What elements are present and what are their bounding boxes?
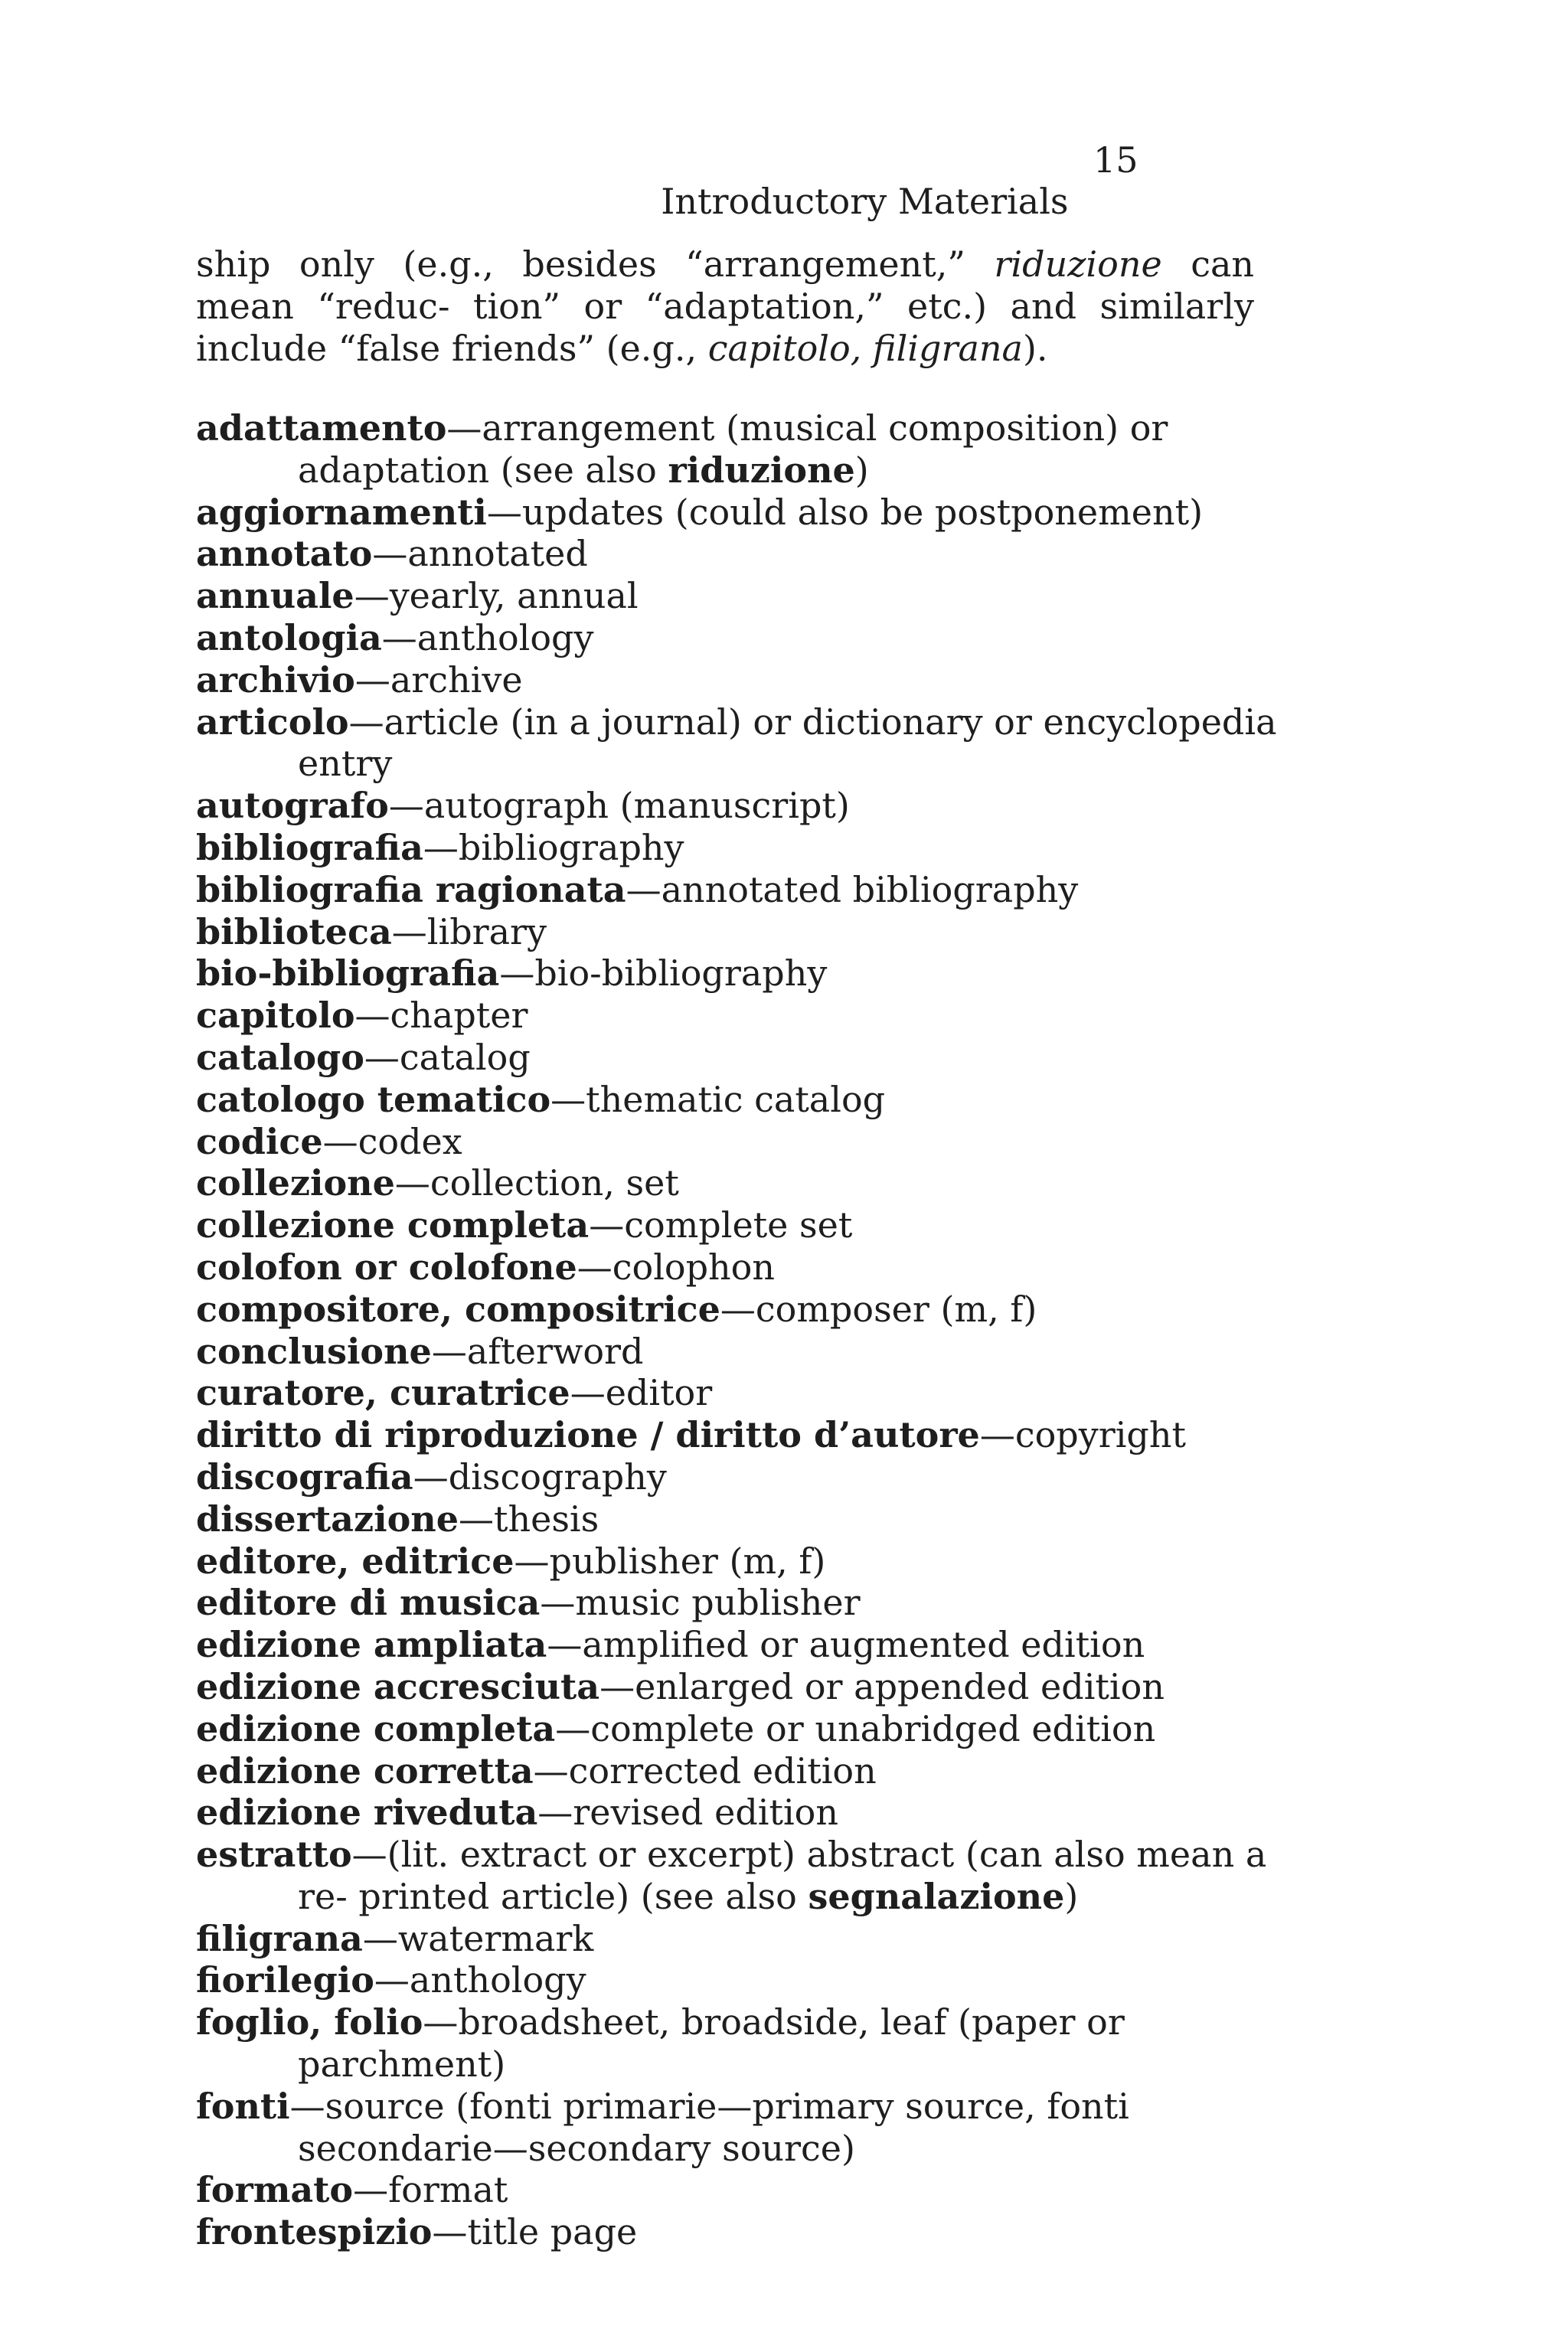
glossary-entry — [196, 701, 1283, 786]
glossary-entry — [196, 1834, 1283, 1918]
glossary-entry — [196, 1582, 1283, 1624]
glossary-term: edizione corretta — [196, 1749, 534, 1792]
glossary-term: biblioteca — [196, 910, 392, 952]
glossary-entry — [196, 869, 1283, 911]
glossary-definition: —enlarged or appended edition — [599, 1665, 1165, 1707]
glossary-definition: —yearly, annual — [354, 575, 639, 617]
glossary-definition: —collection, set — [394, 1162, 679, 1204]
glossary-term: adattamento — [196, 407, 447, 449]
glossary-entry — [196, 1246, 1283, 1289]
glossary-list — [196, 407, 1283, 2253]
glossary-term: collezione completa — [196, 1204, 590, 1246]
glossary-definition: —thematic catalog — [550, 1078, 886, 1120]
glossary-definition: —annotated — [372, 533, 588, 575]
glossary-term: formato — [196, 2169, 354, 2211]
glossary-definition: —anthology — [381, 616, 594, 658]
glossary-entry — [196, 1372, 1283, 1414]
glossary-entry — [196, 1204, 1283, 1246]
glossary-definition: —music publisher — [540, 1582, 861, 1624]
glossary-term: foglio, folio — [196, 2001, 423, 2043]
glossary-term: compositore, compositrice — [196, 1288, 720, 1330]
glossary-term: editore, editrice — [196, 1540, 514, 1582]
glossary-term: annotato — [196, 533, 373, 575]
glossary-definition: —catalog — [364, 1036, 531, 1078]
running-header-title: Introductory Materials — [661, 181, 1069, 222]
glossary-entry — [196, 2169, 1283, 2211]
intro-italic-term: riduzione — [994, 243, 1162, 285]
glossary-definition: —corrected edition — [533, 1749, 877, 1792]
glossary-entry — [196, 2086, 1283, 2170]
glossary-definition: —autograph (manuscript) — [388, 785, 850, 827]
glossary-definition: —complete set — [589, 1204, 853, 1246]
glossary-term: annuale — [196, 575, 354, 617]
glossary-entry — [196, 1792, 1283, 1834]
glossary-entry — [196, 1121, 1283, 1163]
intro-text: can mean “reduc- tion” or “adaptation,” etc.) and similarly include “false friends” (e.g., — [196, 243, 1255, 369]
glossary-term: catalogo — [196, 1036, 364, 1078]
glossary-term: bibliografia ragionata — [196, 868, 626, 910]
glossary-term: edizione accresciuta — [196, 1665, 600, 1707]
glossary-term: edizione riveduta — [196, 1792, 538, 1834]
glossary-entry — [196, 617, 1283, 659]
glossary-entry — [196, 2001, 1283, 2086]
glossary-term: colofon or colofone — [196, 1246, 577, 1288]
glossary-definition: —(lit. extract or excerpt) abstract (can also mean a re- printed article) (see also — [298, 1834, 1267, 1917]
intro-text: ). — [1022, 328, 1048, 369]
glossary-definition: —broadsheet, broadside, leaf (paper or parchment) — [298, 2001, 1125, 2086]
glossary-entry — [196, 1414, 1283, 1456]
glossary-term: fiorilegio — [196, 1959, 374, 2001]
glossary-definition: —afterword — [431, 1330, 644, 1372]
glossary-term: archivio — [196, 658, 355, 701]
glossary-entry — [196, 827, 1283, 869]
glossary-term: articolo — [196, 701, 349, 743]
glossary-entry — [196, 492, 1283, 534]
glossary-term: aggiornamenti — [196, 491, 487, 533]
glossary-definition: —archive — [354, 658, 523, 701]
glossary-definition: —codex — [322, 1120, 462, 1162]
intro-paragraph — [196, 243, 1254, 370]
glossary-term: diritto di riproduzione / diritto d’autore — [196, 1414, 980, 1456]
glossary-entry — [196, 1708, 1283, 1750]
glossary-term: collezione — [196, 1162, 395, 1204]
glossary-definition: —source (fonti primarie—primary source, fonti secondarie—secondary source) — [289, 2085, 1129, 2169]
glossary-definition-end: ) — [854, 449, 869, 491]
glossary-definition: —bibliography — [423, 826, 684, 868]
glossary-entry — [196, 952, 1283, 995]
glossary-definition: —arrangement (musical composition) or adaptation (see also — [298, 407, 1168, 491]
glossary-definition: —colophon — [577, 1246, 775, 1288]
glossary-term: edizione ampliata — [196, 1624, 547, 1666]
glossary-definition: —anthology — [374, 1959, 586, 2001]
glossary-definition: —chapter — [354, 995, 528, 1037]
glossary-term: edizione completa — [196, 1707, 556, 1749]
glossary-term: fonti — [196, 2085, 290, 2127]
cross-reference: segnalazione — [808, 1875, 1065, 1917]
glossary-definition-end: ) — [1064, 1875, 1079, 1917]
glossary-term: frontespizio — [196, 2211, 433, 2253]
glossary-definition: —discography — [413, 1455, 667, 1498]
glossary-entry — [196, 575, 1283, 617]
glossary-term: discografia — [196, 1455, 413, 1498]
glossary-entry — [196, 1666, 1283, 1708]
glossary-definition: —composer (m, f) — [720, 1288, 1037, 1330]
glossary-entry — [196, 1037, 1283, 1079]
intro-text: ship only (e.g., besides “arrangement,” — [196, 243, 995, 285]
glossary-entry — [196, 911, 1283, 953]
glossary-term: catologo tematico — [196, 1078, 551, 1120]
glossary-entry — [196, 407, 1283, 492]
glossary-entry — [196, 1079, 1283, 1121]
glossary-entry — [196, 533, 1283, 575]
glossary-entry — [196, 1750, 1283, 1792]
glossary-term: curatore, curatrice — [196, 1372, 570, 1414]
glossary-entry — [196, 785, 1283, 827]
cross-reference: riduzione — [668, 449, 855, 491]
glossary-term: dissertazione — [196, 1498, 459, 1540]
glossary-term: bio-bibliografia — [196, 952, 500, 995]
glossary-definition: —editor — [570, 1372, 713, 1414]
glossary-definition: —format — [353, 2169, 508, 2211]
intro-italic-examples: capitolo, filigrana — [707, 328, 1023, 369]
glossary-entry — [196, 1624, 1283, 1666]
glossary-definition: —complete or unabridged edition — [555, 1707, 1156, 1749]
glossary-definition: —watermark — [362, 1917, 594, 1959]
glossary-term: antologia — [196, 616, 382, 658]
glossary-term: editore di musica — [196, 1582, 541, 1624]
page-number: 15 — [1093, 139, 1138, 181]
glossary-term: autografo — [196, 785, 389, 827]
glossary-definition: —article (in a journal) or dictionary or encyclopedia entry — [298, 701, 1277, 785]
glossary-definition: —library — [391, 910, 547, 952]
glossary-entry — [196, 1959, 1283, 2001]
glossary-definition: —updates (could also be postponement) — [486, 491, 1204, 533]
glossary-entry — [196, 1289, 1283, 1331]
glossary-entry — [196, 1331, 1283, 1373]
glossary-term: capitolo — [196, 995, 355, 1037]
glossary-entry — [196, 1162, 1283, 1204]
glossary-entry — [196, 995, 1283, 1037]
glossary-term: codice — [196, 1120, 323, 1162]
glossary-definition: —title page — [432, 2211, 638, 2253]
glossary-entry — [196, 1498, 1283, 1540]
glossary-term: bibliografia — [196, 826, 423, 868]
glossary-definition: —copyright — [979, 1414, 1186, 1456]
glossary-term: filigrana — [196, 1917, 363, 1959]
glossary-definition: —revised edition — [537, 1792, 838, 1834]
glossary-entry — [196, 1918, 1283, 1960]
glossary-entry — [196, 1456, 1283, 1498]
glossary-definition: —amplified or augmented edition — [547, 1624, 1145, 1666]
glossary-entry — [196, 2211, 1283, 2253]
glossary-term: estratto — [196, 1834, 352, 1876]
glossary-definition: —publisher (m, f) — [514, 1540, 826, 1582]
glossary-entry — [196, 1540, 1283, 1583]
glossary-term: conclusione — [196, 1330, 432, 1372]
glossary-definition: —thesis — [458, 1498, 599, 1540]
glossary-entry — [196, 659, 1283, 701]
glossary-definition: —bio-bibliography — [499, 952, 828, 995]
glossary-definition: —annotated bibliography — [626, 868, 1079, 910]
